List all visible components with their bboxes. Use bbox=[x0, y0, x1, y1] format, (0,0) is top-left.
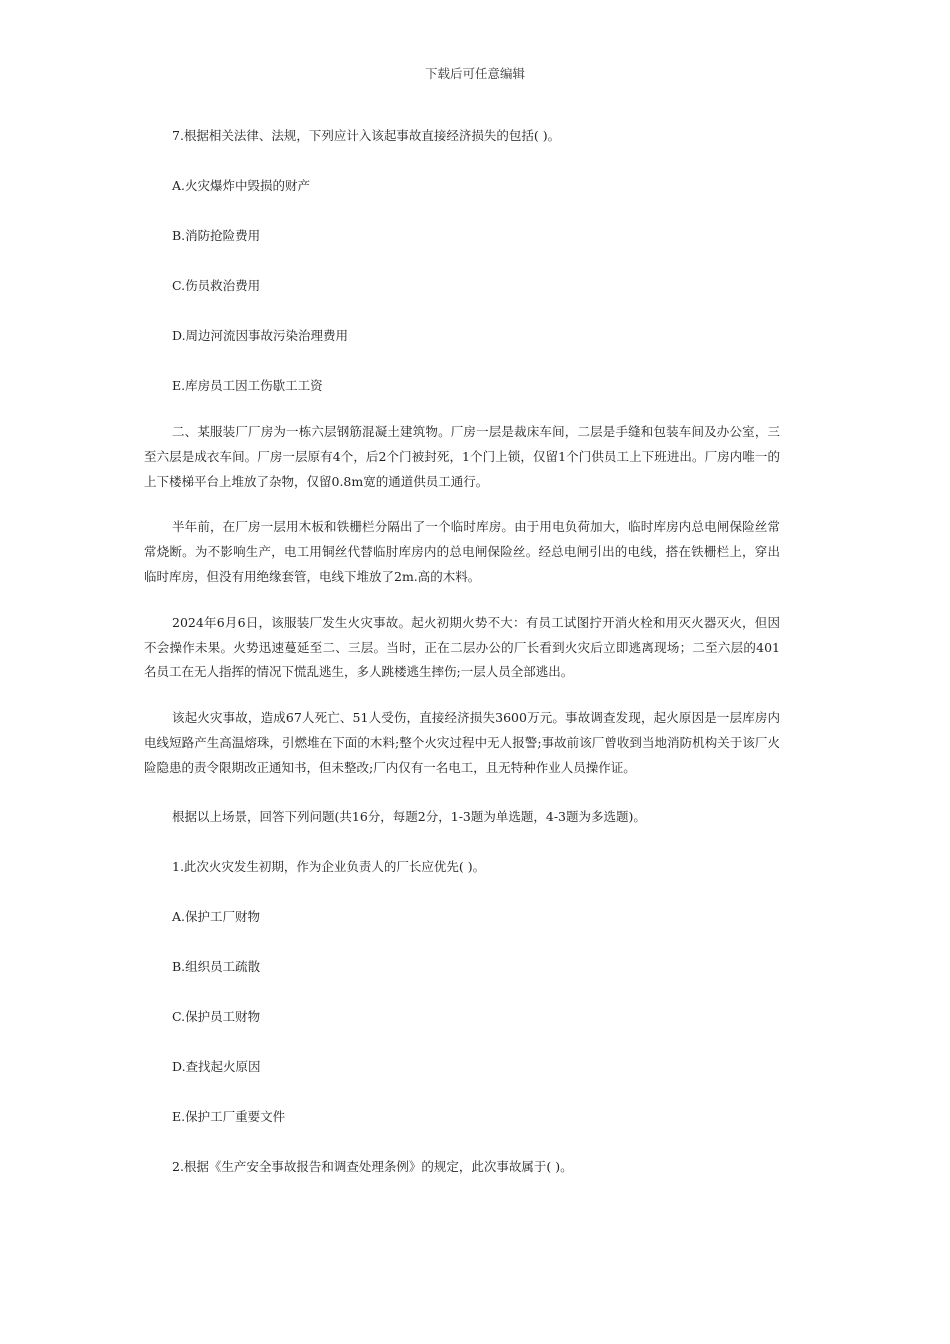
scenario-paragraph-3: 2024年6月6日，该服装厂发生火灾事故。起火初期火势不大：有员工试图拧开消火栓和用灭火器灭火，但因不会操作未果。火势迅速蔓延至二、三层。当时，正在二层办公的厂长看到火灾后立即逃离现场；二至六层的401名员工在无人指挥的情况下慌乱逃生，多人跳楼逃生摔伤;一层人员全部逃出。 bbox=[144, 614, 780, 680]
question-1: 1.此次火灾发生初期，作为企业负责人的厂长应优先( )。 bbox=[172, 858, 486, 874]
scenario-paragraph-1: 二、某服装厂厂房为一栋六层钢筋混凝土建筑物。厂房一层是裁床车间，二层是手缝和包装车间及办公室，三至六层是成衣车间。厂房一层原有4个，后2个门被封死，1个门上锁，仅留1个门供员工上下班进出。厂房内唯一的上下楼梯平台上堆放了杂物，仅留0.8m宽的通道供员工通行。 bbox=[144, 424, 780, 489]
scenario-instruction: 根据以上场景，回答下列问题(共16分，每题2分，1-3题为单选题，4-3题为多选题)。 bbox=[172, 808, 646, 824]
scenario-paragraph-4: 该起火灾事故，造成67人死亡、51人受伤，直接经济损失3600万元。事故调查发现，起火原因是一层库房内电线短路产生高温熔珠，引燃堆在下面的木料;整个火灾过程中无人报警;事故前该厂曾收到当地消防机构关于该厂火险隐患的责令限期改正通知书，但未整改;厂内仅有一名电工，且无特种作业人员操作证。 bbox=[144, 710, 780, 775]
question-7: 7.根据相关法律、法规，下列应计入该起事故直接经济损失的包括( )。 bbox=[172, 128, 561, 143]
page-header-note: 下载后可任意编辑 bbox=[424, 66, 525, 81]
question-2: 2.根据《生产安全事故报告和调查处理条例》的规定，此次事故属于( )。 bbox=[172, 1158, 573, 1174]
question-7-option-b: B.消防抢险费用 bbox=[172, 228, 261, 243]
question-7-option-d: D.周边河流因事故污染治理费用 bbox=[172, 328, 349, 343]
question-7-option-e: E.库房员工因工伤歇工工资 bbox=[172, 378, 323, 393]
question-1-option-e: E.保护工厂重要文件 bbox=[172, 1108, 286, 1124]
question-7-option-c: C.伤员救治费用 bbox=[172, 278, 261, 293]
question-7-option-a: A.火灾爆炸中毁损的财产 bbox=[172, 178, 311, 193]
question-1-option-a: A.保护工厂财物 bbox=[172, 908, 261, 924]
document-body bbox=[144, 128, 808, 1209]
question-1-option-b: B.组织员工疏散 bbox=[172, 958, 261, 974]
scenario-paragraph-2: 半年前，在厂房一层用木板和铁栅栏分隔出了一个临时库房。由于用电负荷加大，临时库房内总电闸保险丝常常烧断。为不影响生产，电工用铜丝代替临肘库房内的总电闸保险丝。经总电闸引出的电线，搭在铁栅栏上，穿出临时库房，但没有用绝缘套管，电线下堆放了2m.高的木料。 bbox=[144, 519, 780, 584]
question-1-option-d: D.查找起火原因 bbox=[172, 1058, 261, 1074]
question-1-option-c: C.保护员工财物 bbox=[172, 1008, 261, 1024]
